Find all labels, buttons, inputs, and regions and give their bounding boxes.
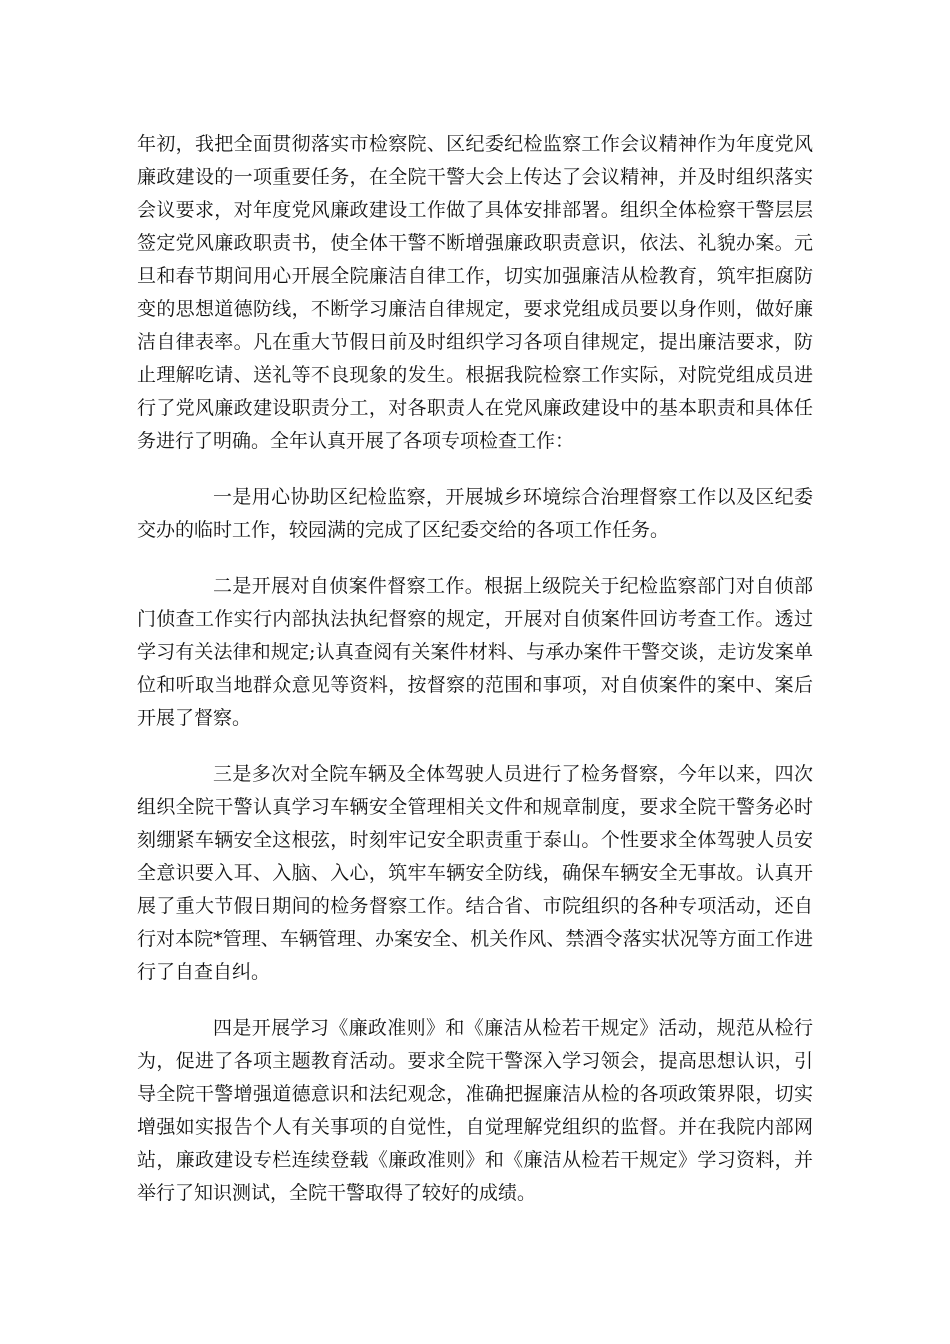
paragraph-item-2: 二是开展对自侦案件督察工作。根据上级院关于纪检监察部门对自侦部门侦查工作实行内部执法执纪督察的规定，开展对自侦案件回访考查工作。透过学习有关法律和规定;认真查阅有关案件材料、与承办案件干警交谈，走访发案单位和听取当地群众意见等资料，按督察的范围和事项，对自侦案件的案中、案后开展了督察。 bbox=[137, 575, 813, 729]
paragraph-item-4: 四是开展学习《廉政准则》和《廉洁从检若干规定》活动，规范从检行为，促进了各项主题教育活动。要求全院干警深入学习领会，提高思想认识，引导全院干警增强道德意识和法纪观念，准确把握廉洁从检的各项政策界限，切实增强如实报告个人有关事项的自觉性，自觉理解党组织的监督。并在我院内部网站，廉政建设专栏连续登载《廉政准则》和《廉洁从检若干规定》学习资料，并举行了知识测试，全院干警取得了较好的成绩。 bbox=[137, 1017, 813, 1204]
paragraph-item-3: 三是多次对全院车辆及全体驾驶人员进行了检务督察，今年以来，四次组织全院干警认真学习车辆安全管理相关文件和规章制度，要求全院干警务必时刻绷紧车辆安全这根弦，时刻牢记安全职责重于泰山。个性要求全体驾驶人员安全意识要入耳、入脑、入心，筑牢车辆安全防线，确保车辆安全无事故。认真开展了重大节假日期间的检务督察工作。结合省、市院组织的各种专项活动，还自行对本院*管理、车辆管理、办案安全、机关作风、禁酒令落实状况等方面工作进行了自查自纠。 bbox=[137, 763, 813, 983]
paragraph-item-1: 一是用心协助区纪检监察，开展城乡环境综合治理督察工作以及区纪委交办的临时工作，较园满的完成了区纪委交给的各项工作任务。 bbox=[137, 486, 813, 541]
paragraph-intro: 年初，我把全面贯彻落实市检察院、区纪委纪检监察工作会议精神作为年度党风廉政建设的一项重要任务，在全院干警大会上传达了会议精神，并及时组织落实会议要求，对年度党风廉政建设工作做了具体安排部署。组织全体检察干警层层签定党风廉政职责书，使全体干警不断增强廉政职责意识，依法、礼貌办案。元旦和春节期间用心开展全院廉洁自律工作，切实加强廉洁从检教育，筑牢拒腐防变的思想道德防线，不断学习廉洁自律规定，要求党组成员要以身作则，做好廉洁自律表率。凡在重大节假日前及时组织学习各项自律规定，提出廉洁要求，防止理解吃请、送礼等不良现象的发生。根据我院检察工作实际，对院党组成员进行了党风廉政建设职责分工，对各职责人在党风廉政建设中的基本职责和具体任务进行了明确。全年认真开展了各项专项检查工作： bbox=[137, 133, 813, 452]
document-page bbox=[137, 128, 813, 1233]
